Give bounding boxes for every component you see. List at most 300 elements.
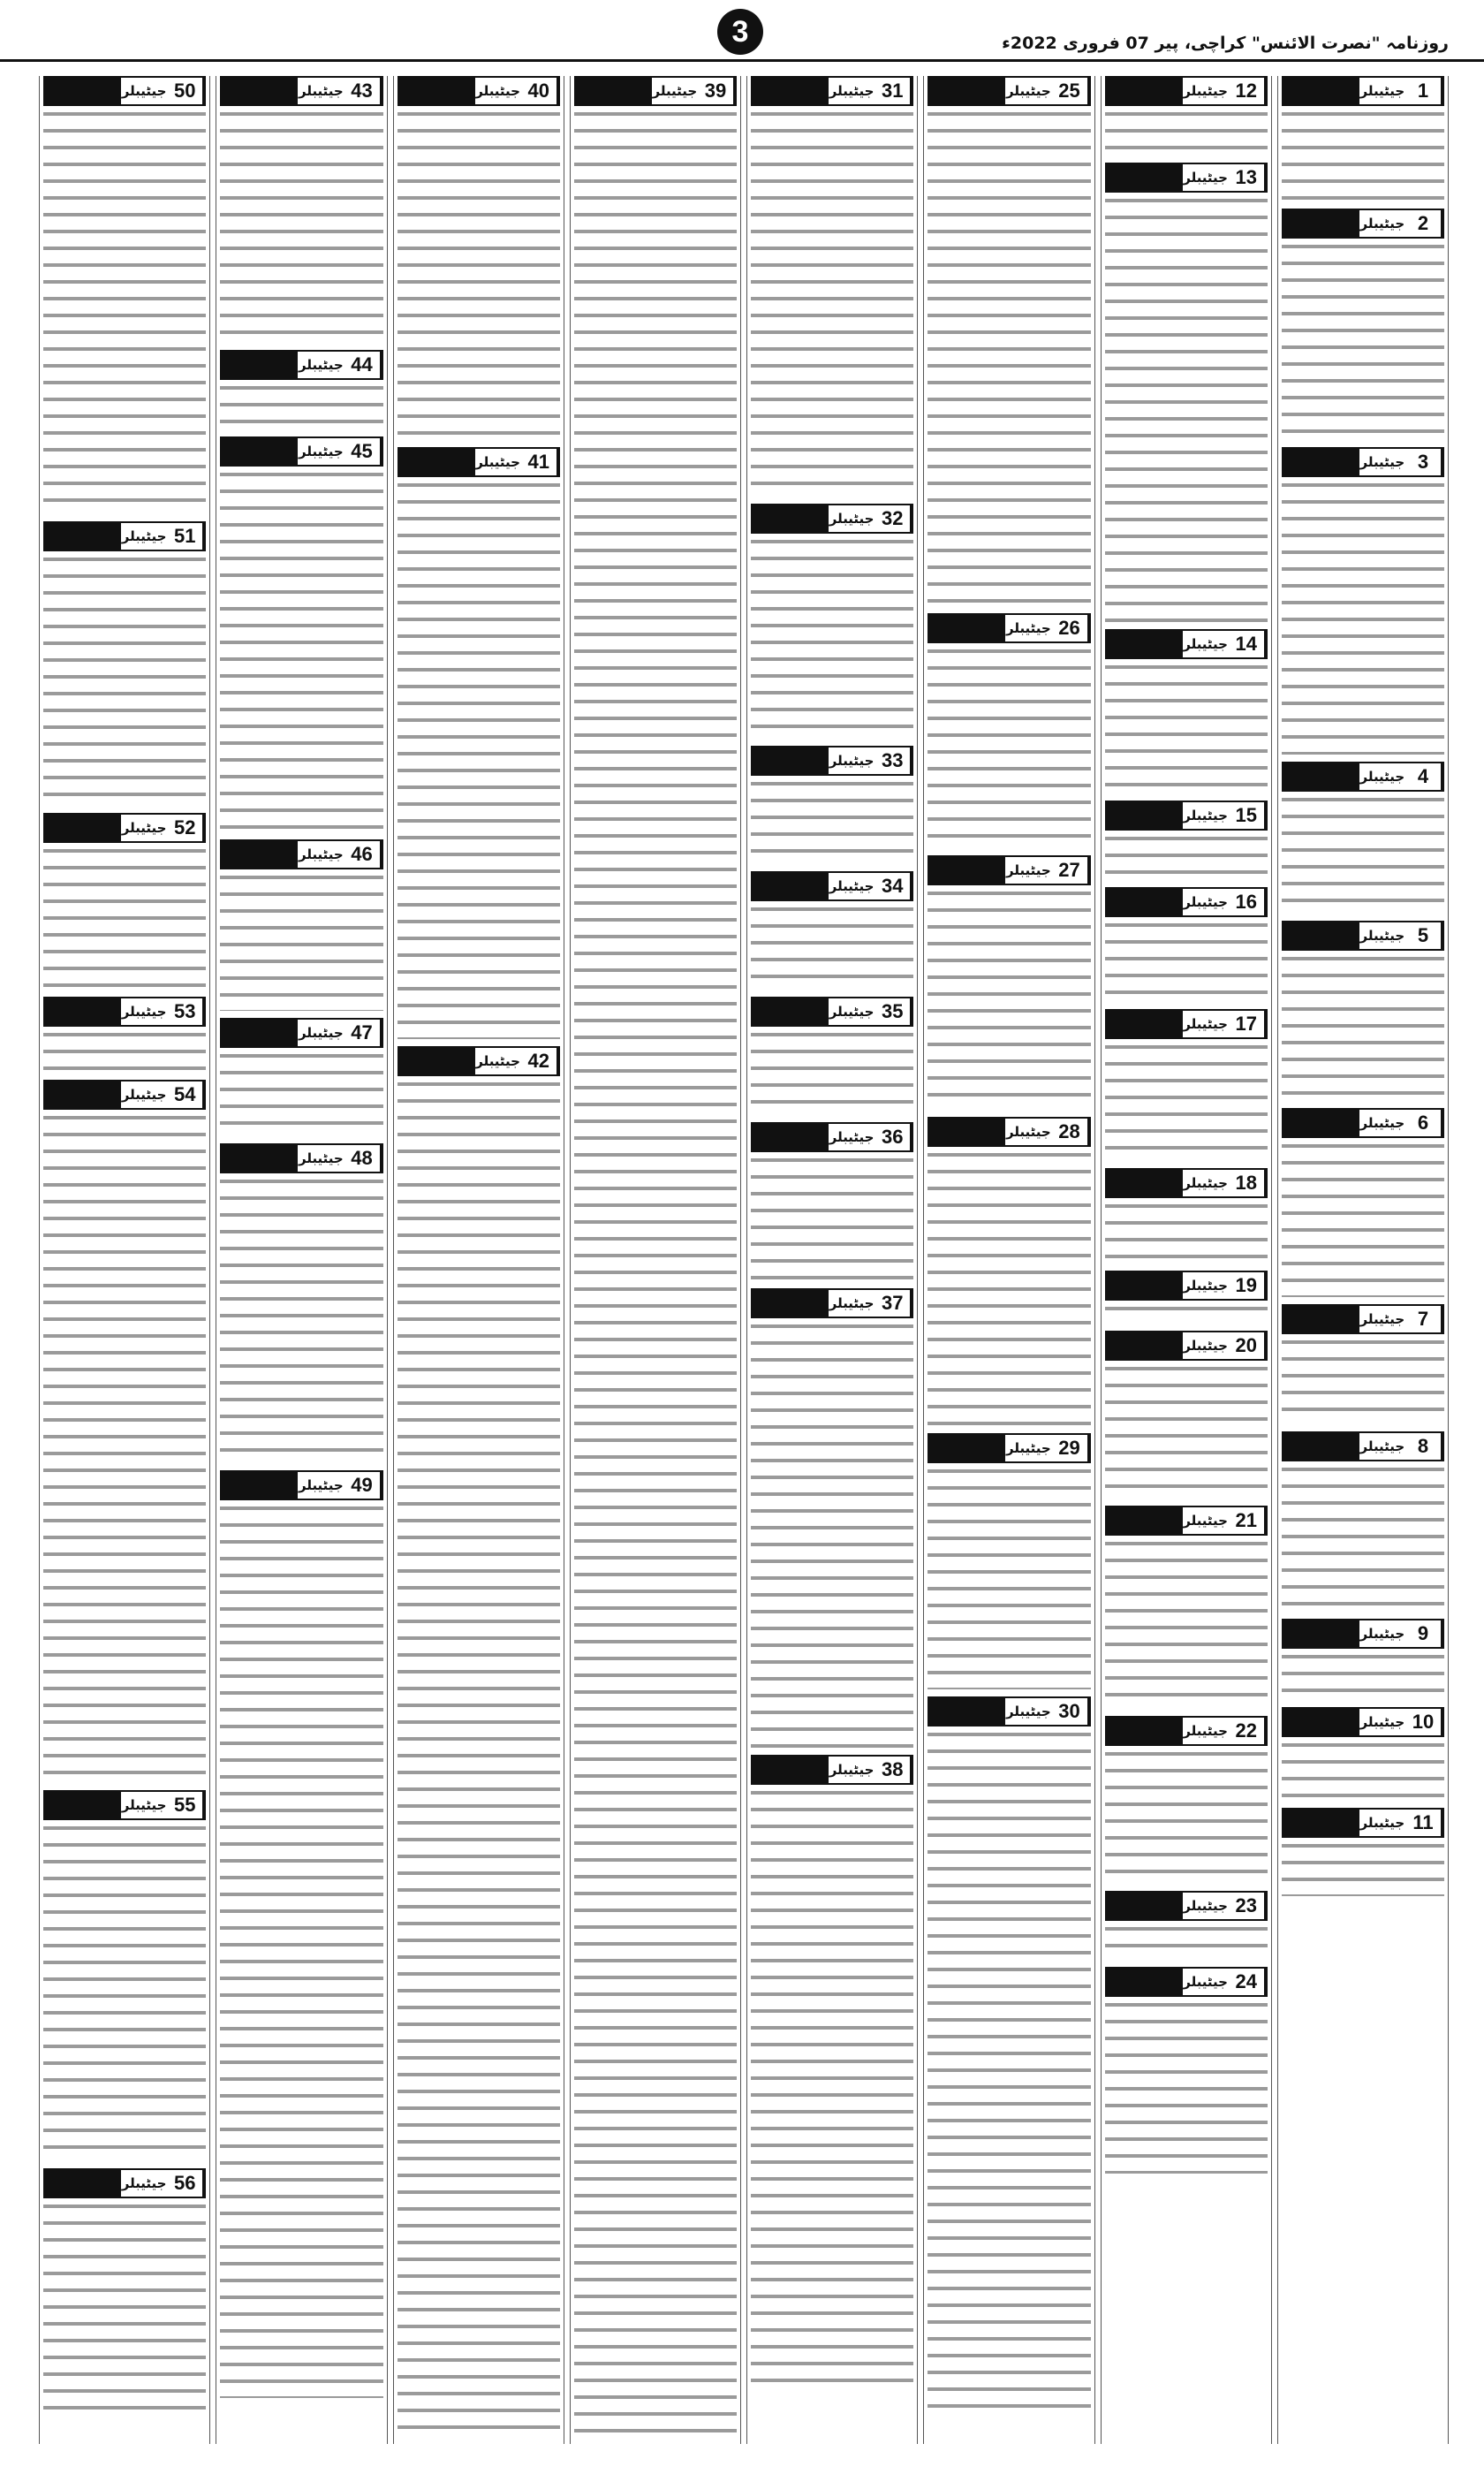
- brief-body-text-block: [928, 643, 1090, 848]
- brief-label: جیٹیبلر: [829, 748, 874, 774]
- news-brief-30: [928, 1696, 1090, 2409]
- news-column: [1101, 76, 1272, 2444]
- brief-label: جیٹیبلر: [121, 815, 167, 841]
- brief-black-bar: [1107, 802, 1183, 829]
- news-brief-27: [928, 855, 1090, 1110]
- brief-black-bar: [1107, 164, 1183, 191]
- brief-body-text-block: [1105, 1039, 1268, 1161]
- brief-label: جیٹیبلر: [1183, 1170, 1229, 1196]
- brief-number: 23: [1229, 1893, 1266, 1919]
- news-brief-3: [1282, 447, 1444, 755]
- brief-header: [1282, 76, 1444, 106]
- brief-label: جیٹیبلر: [1359, 1620, 1405, 1647]
- brief-header: [1282, 1707, 1444, 1737]
- brief-label: جیٹیبلر: [1183, 631, 1229, 657]
- brief-black-bar: [1107, 631, 1183, 657]
- brief-header: [751, 997, 913, 1027]
- brief-label: جیٹیبلر: [1359, 922, 1405, 949]
- brief-header: [1282, 1619, 1444, 1649]
- brief-number: 38: [874, 1757, 912, 1783]
- brief-header: [928, 76, 1090, 106]
- brief-number: 2: [1405, 210, 1442, 237]
- brief-body-text-block: [43, 1027, 206, 1073]
- brief-body-text-block: [398, 1076, 560, 2430]
- brief-number: 49: [344, 1472, 382, 1499]
- brief-number: 51: [167, 523, 204, 550]
- brief-header: [43, 1080, 206, 1110]
- brief-body-text-block: [220, 869, 382, 1011]
- news-brief-45: [220, 436, 382, 832]
- brief-label: جیٹیبلر: [1183, 1272, 1229, 1299]
- brief-label: جیٹیبلر: [121, 2170, 167, 2197]
- brief-label: جیٹیبلر: [1183, 802, 1229, 829]
- brief-body-text-block: [220, 1048, 382, 1136]
- brief-label: جیٹیبلر: [298, 78, 344, 104]
- news-brief-55: [43, 1790, 206, 2161]
- brief-number: 48: [344, 1145, 382, 1172]
- brief-body-text-block: [1282, 792, 1444, 914]
- news-brief-53: [43, 997, 206, 1073]
- brief-number: 20: [1229, 1332, 1266, 1359]
- brief-label: جیٹیبلر: [829, 873, 874, 899]
- news-brief-16: [1105, 887, 1268, 1002]
- brief-black-bar: [1283, 210, 1359, 237]
- brief-label: جیٹیبلر: [1005, 78, 1051, 104]
- brief-black-bar: [753, 1757, 829, 1783]
- brief-label: جیٹیبلر: [1183, 1011, 1229, 1037]
- brief-label: جیٹیبلر: [829, 998, 874, 1025]
- brief-header: [220, 1143, 382, 1173]
- news-brief-47: [220, 1018, 382, 1136]
- brief-label: جیٹیبلر: [1359, 78, 1405, 104]
- brief-label: جیٹیبلر: [1183, 1507, 1229, 1534]
- news-brief-22: [1105, 1716, 1268, 1884]
- brief-header: [43, 813, 206, 843]
- brief-number: 5: [1405, 922, 1442, 949]
- brief-header: [43, 521, 206, 551]
- brief-body-text-block: [43, 1110, 206, 1783]
- brief-body-text-block: [1282, 239, 1444, 440]
- brief-label: جیٹیبلر: [1005, 1698, 1051, 1725]
- brief-number: 46: [344, 841, 382, 868]
- brief-body-text-block: [1105, 1361, 1268, 1499]
- brief-label: جیٹیبلر: [1359, 1110, 1405, 1136]
- brief-label: جیٹیبلر: [475, 78, 521, 104]
- news-brief-50: [43, 76, 206, 514]
- brief-black-bar: [929, 1435, 1005, 1461]
- brief-black-bar: [929, 78, 1005, 104]
- brief-number: 31: [874, 78, 912, 104]
- brief-black-bar: [753, 1290, 829, 1317]
- brief-black-bar: [1283, 1433, 1359, 1460]
- news-brief-54: [43, 1080, 206, 1783]
- brief-label: جیٹیبلر: [1183, 1969, 1229, 1995]
- brief-black-bar: [222, 1145, 298, 1172]
- brief-number: 8: [1405, 1433, 1442, 1460]
- brief-number: 44: [344, 352, 382, 378]
- brief-label: جیٹیبلر: [1183, 889, 1229, 915]
- brief-black-bar: [1107, 78, 1183, 104]
- news-brief-43: [220, 76, 382, 343]
- brief-body-text-block: [1105, 1921, 1268, 1960]
- brief-number: 45: [344, 438, 382, 465]
- brief-header: [43, 76, 206, 106]
- brief-label: جیٹیبلر: [298, 841, 344, 868]
- news-brief-14: [1105, 629, 1268, 793]
- brief-number: 47: [344, 1020, 382, 1046]
- brief-number: 41: [521, 449, 558, 475]
- brief-header: [751, 76, 913, 106]
- news-brief-24: [1105, 1967, 1268, 2174]
- brief-body-text-block: [1105, 1997, 1268, 2174]
- brief-body-text-block: [751, 106, 913, 497]
- brief-black-bar: [1283, 1620, 1359, 1647]
- brief-body-text-block: [751, 534, 913, 739]
- brief-black-bar: [753, 505, 829, 532]
- brief-label: جیٹیبلر: [1005, 1119, 1051, 1145]
- news-brief-18: [1105, 1168, 1268, 1264]
- brief-number: 9: [1405, 1620, 1442, 1647]
- news-brief-25: [928, 76, 1090, 606]
- news-brief-49: [220, 1470, 382, 2398]
- brief-header: [43, 1790, 206, 1820]
- brief-black-bar: [1283, 1306, 1359, 1332]
- news-brief-15: [1105, 801, 1268, 880]
- brief-black-bar: [929, 1698, 1005, 1725]
- brief-label: جیٹیبلر: [298, 438, 344, 465]
- brief-label: جیٹیبلر: [1359, 1709, 1405, 1735]
- page-number-badge: 3: [717, 9, 763, 55]
- brief-label: جیٹیبلر: [1359, 210, 1405, 237]
- brief-label: جیٹیبلر: [1359, 449, 1405, 475]
- brief-number: 37: [874, 1290, 912, 1317]
- brief-header: [220, 1018, 382, 1048]
- brief-header: [751, 746, 913, 776]
- brief-black-bar: [45, 523, 121, 550]
- brief-header: [751, 504, 913, 534]
- brief-label: جیٹیبلر: [1359, 763, 1405, 790]
- brief-number: 53: [167, 998, 204, 1025]
- brief-label: جیٹیبلر: [652, 78, 698, 104]
- news-brief-10: [1282, 1707, 1444, 1801]
- brief-label: جیٹیبلر: [1359, 1810, 1405, 1836]
- brief-body-text-block: [220, 1500, 382, 2398]
- news-brief-7: [1282, 1304, 1444, 1424]
- news-columns: [39, 76, 1449, 2444]
- news-column: [570, 76, 741, 2444]
- brief-black-bar: [222, 438, 298, 465]
- brief-body-text-block: [751, 1318, 913, 1748]
- brief-header: [1282, 762, 1444, 792]
- brief-body-text-block: [398, 477, 560, 1039]
- brief-header: [1105, 1331, 1268, 1361]
- brief-label: جیٹیبلر: [1183, 78, 1229, 104]
- brief-body-text-block: [1105, 1536, 1268, 1709]
- news-brief-8: [1282, 1431, 1444, 1612]
- brief-label: جیٹیبلر: [1183, 1332, 1229, 1359]
- brief-header: [43, 997, 206, 1027]
- brief-body-text-block: [1105, 1301, 1268, 1324]
- news-column: [393, 76, 564, 2444]
- brief-body-text-block: [1105, 1746, 1268, 1884]
- brief-black-bar: [753, 748, 829, 774]
- brief-header: [1105, 76, 1268, 106]
- news-brief-17: [1105, 1009, 1268, 1161]
- brief-body-text-block: [1105, 917, 1268, 1002]
- brief-header: [1105, 887, 1268, 917]
- brief-black-bar: [1107, 1332, 1183, 1359]
- brief-black-bar: [45, 815, 121, 841]
- brief-header: [1282, 1108, 1444, 1138]
- brief-number: 43: [344, 78, 382, 104]
- brief-label: جیٹیبلر: [298, 1472, 344, 1499]
- brief-number: 27: [1052, 857, 1089, 884]
- brief-label: جیٹیبلر: [1183, 1893, 1229, 1919]
- brief-number: 11: [1405, 1810, 1442, 1836]
- brief-black-bar: [222, 78, 298, 104]
- brief-body-text-block: [1282, 1138, 1444, 1297]
- brief-number: 50: [167, 78, 204, 104]
- news-brief-36: [751, 1122, 913, 1281]
- brief-label: جیٹیبلر: [298, 1020, 344, 1046]
- brief-header: [1105, 1009, 1268, 1039]
- brief-number: 10: [1405, 1709, 1442, 1735]
- news-brief-40: [398, 76, 560, 440]
- news-brief-6: [1282, 1108, 1444, 1297]
- brief-body-text-block: [928, 885, 1090, 1110]
- brief-black-bar: [753, 998, 829, 1025]
- news-brief-37: [751, 1288, 913, 1748]
- brief-black-bar: [1283, 1810, 1359, 1836]
- brief-black-bar: [1283, 449, 1359, 475]
- news-brief-39: [574, 76, 737, 2444]
- brief-number: 16: [1229, 889, 1266, 915]
- brief-label: جیٹیبلر: [829, 1290, 874, 1317]
- brief-header: [398, 447, 560, 477]
- brief-black-bar: [45, 2170, 121, 2197]
- brief-number: 42: [521, 1048, 558, 1074]
- brief-number: 4: [1405, 763, 1442, 790]
- brief-body-text-block: [751, 901, 913, 990]
- brief-header: [751, 871, 913, 901]
- brief-header: [220, 76, 382, 106]
- brief-label: جیٹیبلر: [1183, 1718, 1229, 1744]
- brief-body-text-block: [928, 1726, 1090, 2409]
- news-brief-2: [1282, 209, 1444, 440]
- brief-body-text-block: [751, 1027, 913, 1115]
- brief-label: جیٹیبلر: [1005, 857, 1051, 884]
- brief-label: جیٹیبلر: [475, 1048, 521, 1074]
- news-brief-44: [220, 350, 382, 429]
- brief-body-text-block: [1282, 951, 1444, 1101]
- brief-header: [751, 1288, 913, 1318]
- brief-header: [928, 1433, 1090, 1463]
- brief-black-bar: [222, 1472, 298, 1499]
- brief-header: [220, 350, 382, 380]
- brief-number: 12: [1229, 78, 1266, 104]
- brief-number: 30: [1052, 1698, 1089, 1725]
- news-brief-32: [751, 504, 913, 739]
- brief-body-text-block: [751, 776, 913, 864]
- brief-number: 6: [1405, 1110, 1442, 1136]
- brief-black-bar: [1107, 1272, 1183, 1299]
- brief-header: [928, 855, 1090, 885]
- brief-body-text-block: [751, 1785, 913, 2394]
- brief-number: 19: [1229, 1272, 1266, 1299]
- brief-label: جیٹیبلر: [475, 449, 521, 475]
- brief-body-text-block: [220, 106, 382, 343]
- brief-number: 40: [521, 78, 558, 104]
- brief-header: [220, 436, 382, 467]
- brief-header: [574, 76, 737, 106]
- brief-number: 24: [1229, 1969, 1266, 1995]
- brief-number: 32: [874, 505, 912, 532]
- brief-body-text-block: [1282, 1649, 1444, 1700]
- news-brief-23: [1105, 1891, 1268, 1960]
- brief-body-text-block: [1105, 106, 1268, 156]
- news-brief-51: [43, 521, 206, 806]
- brief-black-bar: [222, 841, 298, 868]
- brief-black-bar: [576, 78, 652, 104]
- news-brief-12: [1105, 76, 1268, 156]
- brief-number: 13: [1229, 164, 1266, 191]
- brief-header: [1105, 1271, 1268, 1301]
- brief-label: جیٹیبلر: [1183, 164, 1229, 191]
- brief-label: جیٹیبلر: [1359, 1306, 1405, 1332]
- brief-body-text-block: [220, 467, 382, 832]
- brief-body-text-block: [1282, 106, 1444, 201]
- brief-header: [1282, 921, 1444, 951]
- brief-header: [751, 1122, 913, 1152]
- brief-number: 35: [874, 998, 912, 1025]
- brief-body-text-block: [1105, 193, 1268, 622]
- brief-number: 39: [698, 78, 735, 104]
- brief-body-text-block: [751, 1152, 913, 1281]
- news-column: [746, 76, 918, 2444]
- brief-body-text-block: [574, 106, 737, 2444]
- news-brief-48: [220, 1143, 382, 1463]
- brief-number: 54: [167, 1081, 204, 1108]
- brief-number: 21: [1229, 1507, 1266, 1534]
- news-brief-5: [1282, 921, 1444, 1101]
- brief-label: جیٹیبلر: [829, 1757, 874, 1783]
- brief-header: [1282, 209, 1444, 239]
- news-brief-21: [1105, 1506, 1268, 1709]
- brief-header: [398, 1046, 560, 1076]
- brief-header: [1105, 1967, 1268, 1997]
- brief-header: [928, 1696, 1090, 1726]
- news-brief-29: [928, 1433, 1090, 1689]
- brief-black-bar: [1107, 1507, 1183, 1534]
- brief-number: 1: [1405, 78, 1442, 104]
- news-column: [923, 76, 1094, 2444]
- brief-body-text-block: [43, 106, 206, 514]
- brief-black-bar: [45, 1792, 121, 1818]
- brief-label: جیٹیبلر: [829, 505, 874, 532]
- brief-label: جیٹیبلر: [121, 78, 167, 104]
- news-brief-4: [1282, 762, 1444, 914]
- brief-header: [751, 1755, 913, 1785]
- brief-number: 17: [1229, 1011, 1266, 1037]
- brief-black-bar: [1107, 1011, 1183, 1037]
- brief-number: 22: [1229, 1718, 1266, 1744]
- brief-label: جیٹیبلر: [121, 523, 167, 550]
- brief-number: 18: [1229, 1170, 1266, 1196]
- brief-black-bar: [1283, 1110, 1359, 1136]
- brief-label: جیٹیبلر: [1005, 615, 1051, 641]
- brief-body-text-block: [1105, 831, 1268, 880]
- brief-black-bar: [1283, 922, 1359, 949]
- news-brief-1: [1282, 76, 1444, 201]
- brief-black-bar: [1107, 1170, 1183, 1196]
- brief-header: [398, 76, 560, 106]
- brief-number: 34: [874, 873, 912, 899]
- brief-black-bar: [45, 1081, 121, 1108]
- brief-black-bar: [929, 1119, 1005, 1145]
- brief-black-bar: [45, 998, 121, 1025]
- brief-number: 26: [1052, 615, 1089, 641]
- brief-body-text-block: [43, 1820, 206, 2161]
- news-brief-41: [398, 447, 560, 1039]
- brief-black-bar: [1107, 1969, 1183, 1995]
- brief-body-text-block: [43, 2198, 206, 2423]
- brief-body-text-block: [220, 380, 382, 429]
- news-brief-20: [1105, 1331, 1268, 1499]
- news-brief-26: [928, 613, 1090, 848]
- brief-number: 14: [1229, 631, 1266, 657]
- news-brief-56: [43, 2168, 206, 2423]
- brief-label: جیٹیبلر: [298, 1145, 344, 1172]
- brief-number: 52: [167, 815, 204, 841]
- brief-header: [1105, 801, 1268, 831]
- brief-black-bar: [399, 78, 475, 104]
- news-brief-33: [751, 746, 913, 864]
- brief-header: [1105, 1506, 1268, 1536]
- news-brief-42: [398, 1046, 560, 2430]
- brief-label: جیٹیبلر: [121, 998, 167, 1025]
- brief-black-bar: [45, 78, 121, 104]
- brief-body-text-block: [1282, 1838, 1444, 1896]
- brief-number: 3: [1405, 449, 1442, 475]
- news-brief-38: [751, 1755, 913, 2394]
- brief-black-bar: [1107, 1893, 1183, 1919]
- news-brief-31: [751, 76, 913, 497]
- brief-number: 55: [167, 1792, 204, 1818]
- brief-body-text-block: [1105, 1198, 1268, 1264]
- brief-black-bar: [929, 615, 1005, 641]
- brief-number: 33: [874, 748, 912, 774]
- brief-body-text-block: [43, 843, 206, 990]
- brief-number: 28: [1052, 1119, 1089, 1145]
- brief-black-bar: [1283, 1709, 1359, 1735]
- brief-number: 56: [167, 2170, 204, 2197]
- brief-label: جیٹیبلر: [121, 1792, 167, 1818]
- brief-body-text-block: [1282, 1334, 1444, 1424]
- brief-header: [1105, 1168, 1268, 1198]
- news-brief-9: [1282, 1619, 1444, 1700]
- news-column: [216, 76, 387, 2444]
- brief-header: [1105, 1716, 1268, 1746]
- news-brief-13: [1105, 163, 1268, 622]
- news-brief-34: [751, 871, 913, 990]
- brief-label: جیٹیبلر: [1359, 1433, 1405, 1460]
- brief-header: [1282, 447, 1444, 477]
- brief-header: [1282, 1808, 1444, 1838]
- news-column: [1277, 76, 1449, 2444]
- news-brief-28: [928, 1117, 1090, 1426]
- brief-header: [928, 613, 1090, 643]
- brief-header: [1105, 629, 1268, 659]
